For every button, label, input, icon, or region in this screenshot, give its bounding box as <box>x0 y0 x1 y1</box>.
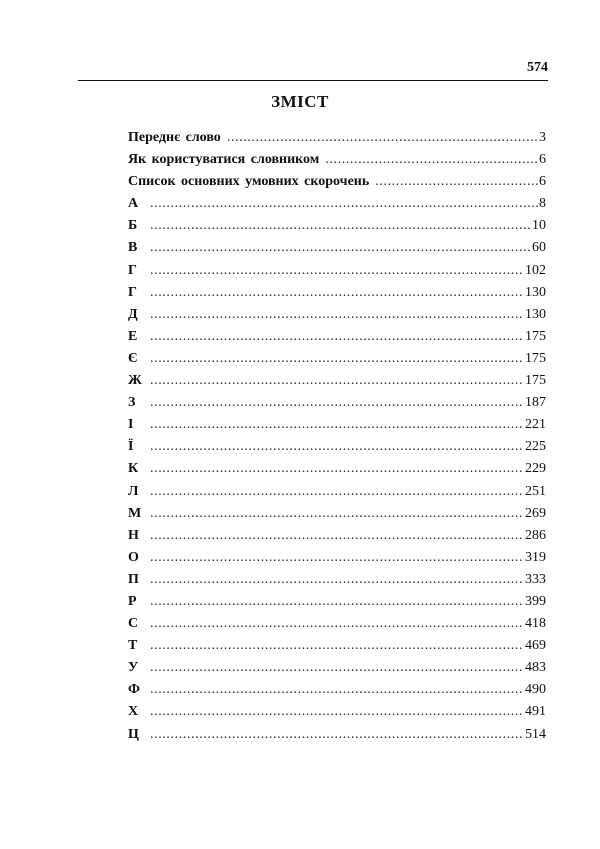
toc-entry-page: 491 <box>525 704 546 720</box>
table-of-contents <box>128 130 546 749</box>
dot-leader <box>325 152 538 168</box>
dot-leader <box>150 351 524 367</box>
dot-leader <box>150 682 524 698</box>
header-rule <box>78 80 548 81</box>
toc-entry-label: К <box>128 461 139 477</box>
dot-leader <box>150 506 524 522</box>
page-number: 574 <box>527 60 548 75</box>
toc-entry-label: О <box>128 549 139 565</box>
toc-entry <box>128 638 546 660</box>
toc-entry-label: Ж <box>128 373 142 389</box>
toc-entry-label: Г <box>128 284 137 300</box>
toc-entry <box>128 395 546 417</box>
toc-entry-page: 3 <box>539 130 546 145</box>
dot-leader <box>150 594 524 610</box>
toc-entry-label: Список основних умовних скорочень <box>128 174 370 190</box>
toc-entry <box>128 528 546 550</box>
toc-entry-label: П <box>128 571 139 587</box>
toc-entry-label: Як користуватися словником <box>128 152 320 168</box>
toc-entry <box>128 704 546 726</box>
toc-entry-page: 319 <box>525 549 546 565</box>
toc-entry <box>128 461 546 483</box>
toc-entry <box>128 351 546 373</box>
toc-entry-page: 269 <box>525 505 546 521</box>
toc-entry-label: С <box>128 616 139 632</box>
toc-entry <box>128 174 546 196</box>
toc-entry-page: 187 <box>525 395 546 411</box>
toc-entry-page: 221 <box>525 417 546 433</box>
toc-entry-page: 229 <box>525 461 546 477</box>
toc-entry-label: Н <box>128 527 139 543</box>
toc-entry-label: Б <box>128 218 138 234</box>
toc-entry-page: 483 <box>525 660 546 676</box>
toc-entry <box>128 130 546 152</box>
toc-entry <box>128 285 546 307</box>
toc-entry-label: Ї <box>128 439 134 455</box>
toc-entry-page: 102 <box>525 262 546 278</box>
dot-leader <box>150 484 524 500</box>
toc-entry-label: З <box>128 395 136 411</box>
toc-entry <box>128 373 546 395</box>
toc-entry <box>128 307 546 329</box>
page-title: ЗМІСТ <box>271 92 329 111</box>
toc-entry-page: 490 <box>525 682 546 698</box>
dot-leader <box>150 727 524 743</box>
toc-entry-label: Е <box>128 328 138 344</box>
toc-entry <box>128 240 546 262</box>
toc-entry <box>128 550 546 572</box>
toc-entry-page: 514 <box>525 726 546 742</box>
toc-entry <box>128 594 546 616</box>
toc-entry <box>128 417 546 439</box>
toc-entry-label: І <box>128 417 134 433</box>
toc-entry-page: 469 <box>525 638 546 654</box>
dot-leader <box>150 638 524 654</box>
toc-entry-page: 8 <box>539 196 546 212</box>
toc-entry-page: 333 <box>525 571 546 587</box>
toc-entry-label: В <box>128 240 138 256</box>
dot-leader <box>375 174 538 190</box>
dot-leader <box>150 196 538 212</box>
toc-entry <box>128 727 546 749</box>
toc-entry-page: 6 <box>539 152 546 168</box>
toc-entry-label: Л <box>128 483 139 499</box>
dot-leader <box>150 373 524 389</box>
toc-entry-label: Г <box>128 262 137 278</box>
toc-entry-page: 251 <box>525 483 546 499</box>
toc-entry-label: Ц <box>128 726 139 742</box>
toc-entry-label: Переднє слово <box>128 130 221 145</box>
dot-leader <box>150 550 524 566</box>
toc-entry-label: Р <box>128 593 137 609</box>
dot-leader <box>150 572 524 588</box>
toc-entry-page: 399 <box>525 593 546 609</box>
toc-entry-page: 175 <box>525 350 546 366</box>
dot-leader <box>150 417 524 433</box>
dot-leader <box>150 285 524 301</box>
dot-leader <box>150 439 524 455</box>
dot-leader <box>150 218 531 234</box>
toc-entry-label: У <box>128 660 139 676</box>
dot-leader <box>150 528 524 544</box>
toc-entry <box>128 506 546 528</box>
toc-entry-label: Ф <box>128 682 141 698</box>
dot-leader <box>150 329 524 345</box>
toc-entry <box>128 196 546 218</box>
toc-entry-label: А <box>128 196 139 212</box>
dot-leader <box>150 240 531 256</box>
toc-entry <box>128 263 546 285</box>
dot-leader <box>150 461 524 477</box>
toc-entry-label: Х <box>128 704 139 720</box>
toc-entry-label: Є <box>128 350 138 366</box>
toc-entry-label: Т <box>128 638 138 654</box>
toc-entry-page: 175 <box>525 373 546 389</box>
toc-entry <box>128 329 546 351</box>
toc-entry <box>128 660 546 682</box>
toc-entry-page: 225 <box>525 439 546 455</box>
toc-entry <box>128 484 546 506</box>
toc-entry-page: 286 <box>525 527 546 543</box>
toc-entry-page: 130 <box>525 284 546 300</box>
toc-entry <box>128 439 546 461</box>
dot-leader <box>150 395 524 411</box>
dot-leader <box>150 307 524 323</box>
dot-leader <box>150 263 524 279</box>
dot-leader <box>150 704 524 720</box>
toc-entry-label: Д <box>128 306 138 322</box>
toc-entry-page: 130 <box>525 306 546 322</box>
dot-leader <box>150 660 524 676</box>
dot-leader <box>150 616 524 632</box>
toc-entry <box>128 682 546 704</box>
toc-entry-page: 10 <box>532 218 546 234</box>
toc-entry-page: 6 <box>539 174 546 190</box>
toc-entry-page: 175 <box>525 328 546 344</box>
toc-entry-page: 418 <box>525 616 546 632</box>
toc-entry <box>128 218 546 240</box>
toc-entry <box>128 152 546 174</box>
toc-entry <box>128 616 546 638</box>
dot-leader <box>227 130 538 146</box>
toc-entry <box>128 572 546 594</box>
toc-entry-page: 60 <box>532 240 546 256</box>
toc-entry-label: М <box>128 505 142 521</box>
